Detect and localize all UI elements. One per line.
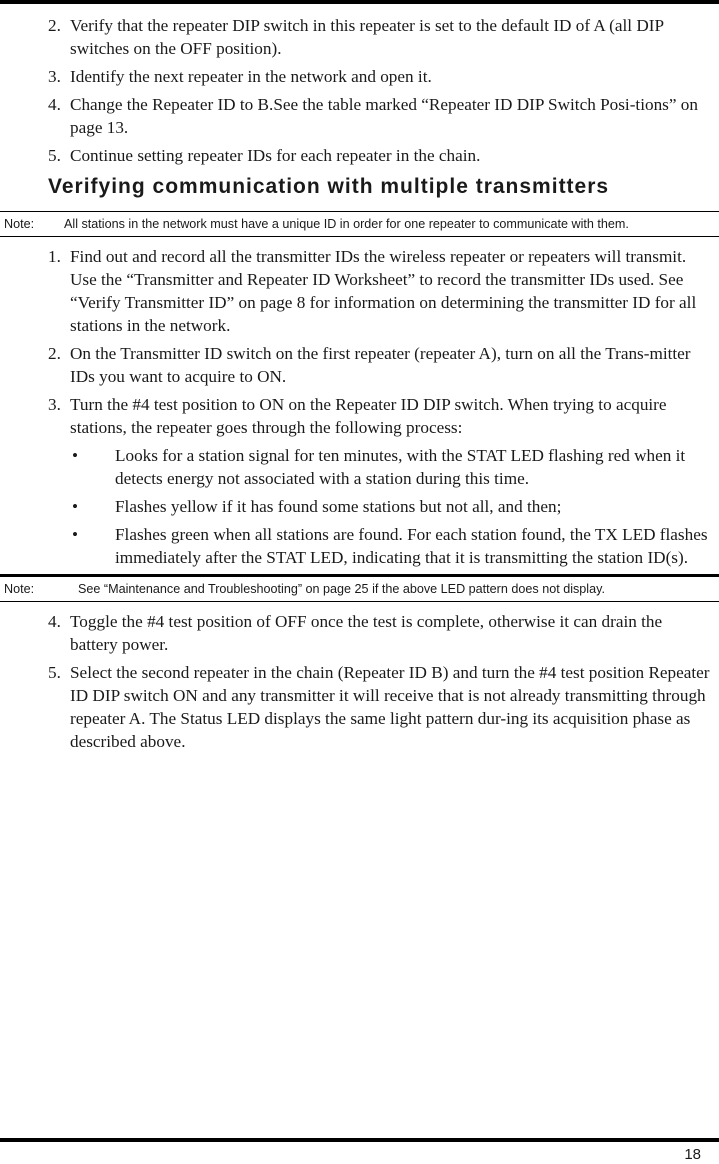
top-rule	[0, 0, 719, 4]
step-text: On the Transmitter ID switch on the first repeater (repeater A), turn on all the Trans-mitter IDs you want to acquire to ON.	[70, 344, 691, 386]
setup-step	[0, 14, 719, 60]
step-text: Continue setting repeater IDs for each repeater in the chain.	[70, 146, 481, 165]
step-text: Turn the #4 test position to ON on the Repeater ID DIP switch. When trying to acquire stations, the repeater goes through the following process:	[70, 395, 667, 437]
step-text: Change the Repeater ID to B.See the table marked “Repeater ID DIP Switch Posi-tions” on page 13.	[70, 95, 698, 137]
bullet-icon: •	[72, 446, 79, 465]
bullet-text: Flashes yellow if it has found some stations but not all, and then;	[115, 497, 562, 516]
note-text: All stations in the network must have a unique ID in order for one repeater to communicate with them.	[64, 217, 629, 231]
bullet-text: Looks for a station signal for ten minutes, with the STAT LED flashing red when it detects energy not associated with a station during this time.	[115, 446, 686, 488]
step-text: Toggle the #4 test position of OFF once the test is complete, otherwise it can drain the battery power.	[70, 612, 663, 654]
step-text: Find out and record all the transmitter IDs the wireless repeater or repeaters will transmit. Use the “Transmitter and Repeater ID Worksheet” to record the transmitter IDs used. See “Verify Transmitter ID” on page 8 for information on determining the transmitter ID for all stations in the network.	[70, 247, 697, 335]
process-bullet	[0, 444, 719, 490]
setup-step	[0, 144, 719, 167]
process-bullet	[0, 495, 719, 518]
note-label: Note:	[4, 582, 35, 596]
step-text: Identify the next repeater in the network and open it.	[70, 67, 432, 86]
step-text: Verify that the repeater DIP switch in this repeater is set to the default ID of A (all DIP switches on the OFF position).	[70, 16, 664, 58]
step-number: 1.	[48, 247, 61, 266]
step-number: 3.	[48, 67, 61, 86]
verify-step	[0, 245, 719, 337]
step-text: Select the second repeater in the chain (Repeater ID B) and turn the #4 test position Repeater ID DIP switch ON and any transmitter it will receive that is not already transmitting through repeater A. The Status LED displays the same light pattern dur-ing its acquisition phase as described above.	[70, 663, 710, 751]
page-content	[0, 14, 719, 758]
page-number: 18	[684, 1146, 701, 1163]
note-label: Note:	[4, 217, 35, 231]
step-number: 5.	[48, 146, 61, 165]
process-bullet	[0, 523, 719, 569]
bullet-icon: •	[72, 497, 79, 516]
section-heading: Verifying communication with multiple transmitters	[48, 175, 610, 198]
bullet-text: Flashes green when all stations are found. For each station found, the TX LED flashes immediately after the STAT LED, indicating that it is transmitting the station ID(s).	[115, 525, 708, 567]
setup-step	[0, 93, 719, 139]
final-step	[0, 661, 719, 753]
bullet-icon: •	[72, 525, 79, 544]
step-number: 4.	[48, 612, 61, 631]
verify-step	[0, 393, 719, 439]
setup-step	[0, 65, 719, 88]
step-number: 4.	[48, 95, 61, 114]
step-number: 5.	[48, 663, 61, 682]
step-number: 2.	[48, 344, 61, 363]
verify-step	[0, 342, 719, 388]
note-text: See “Maintenance and Troubleshooting” on page 25 if the above LED pattern does not display.	[78, 582, 605, 596]
final-step	[0, 610, 719, 656]
footer-rule	[0, 1138, 719, 1142]
note-box	[0, 574, 719, 602]
step-number: 2.	[48, 16, 61, 35]
note-box	[0, 211, 719, 237]
step-number: 3.	[48, 395, 61, 414]
